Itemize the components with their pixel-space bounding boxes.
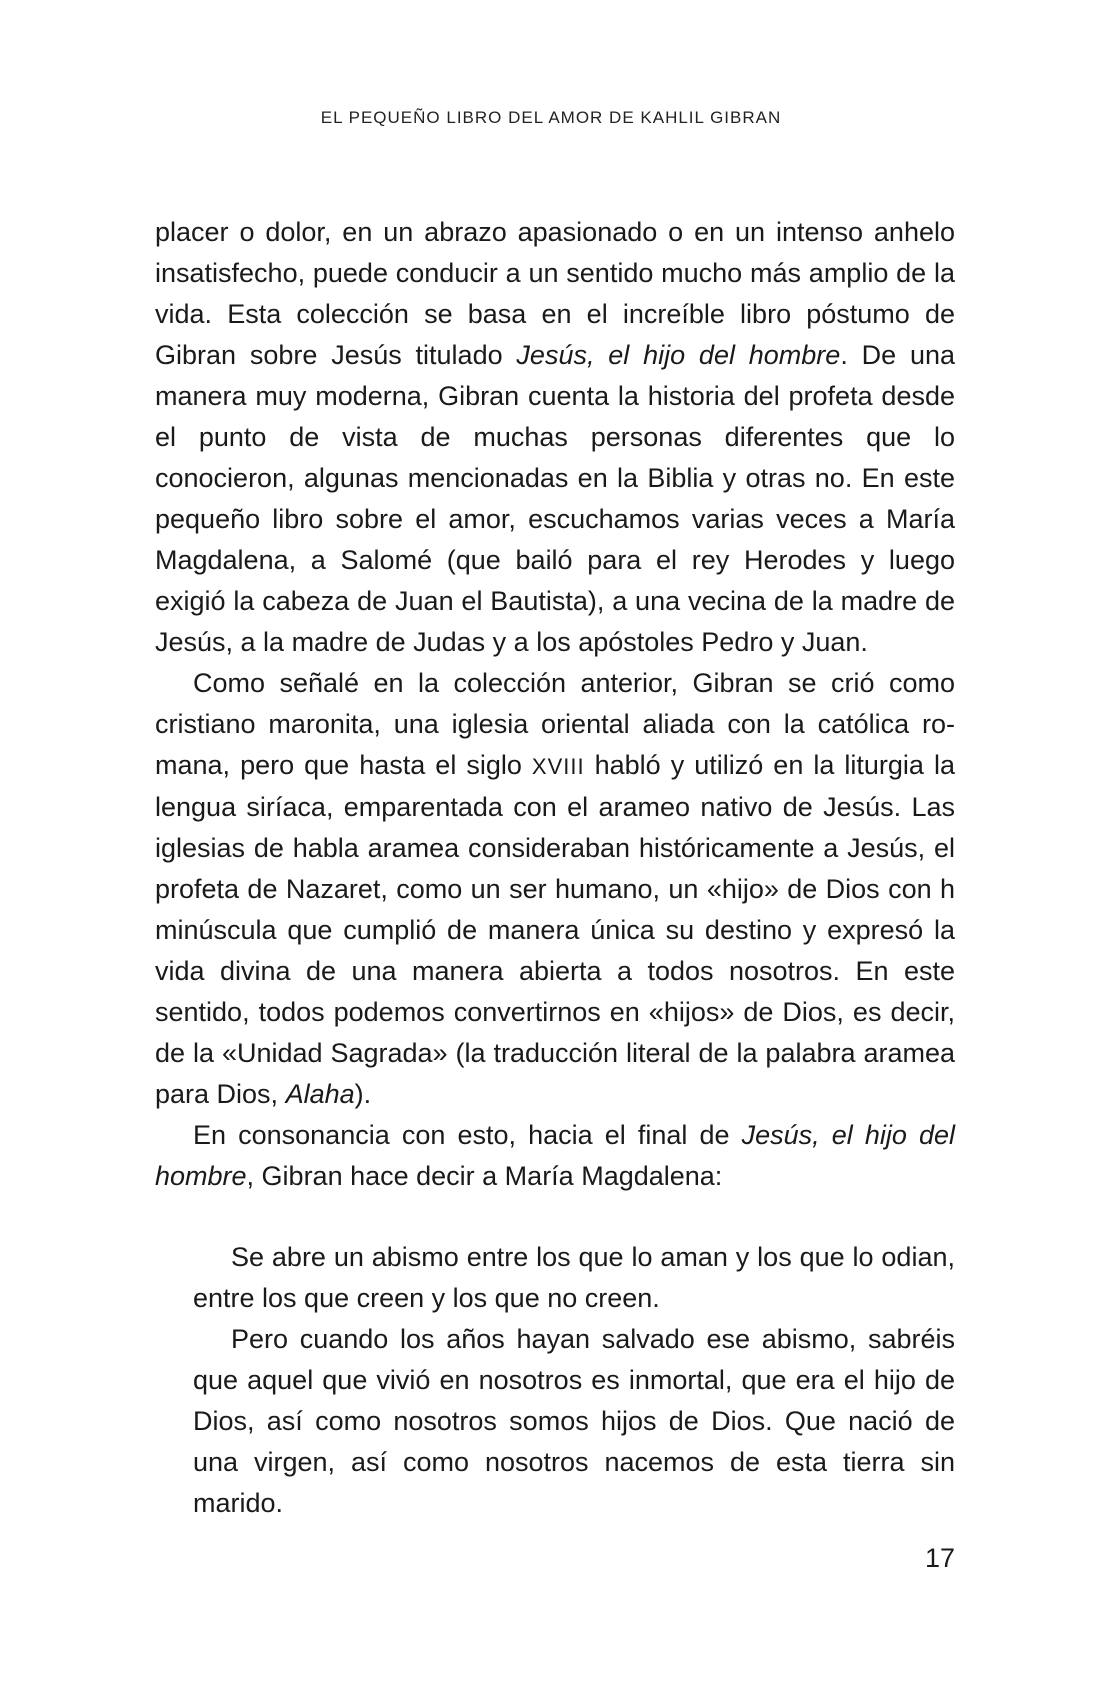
paragraph-2-text-a: Como señalé en la colección anterior, Gibran se crió como cristiano maronita, una iglesia oriental aliada con la católica romana, pero que hasta el siglo <box>155 668 955 780</box>
paragraph-1 <box>155 212 955 663</box>
book-title-italic: Jesús, el hijo del hombre <box>516 340 841 370</box>
paragraph-2-text-c: ). <box>354 1079 372 1109</box>
paragraph-1-text-a: placer o dolor, en un abrazo apasionado o en un intenso anhelo insatisfecho, puede conducir a un sentido mucho más amplio de la vida. Esta colección se basa en el increíble libro póstumo de Gibran sobre Jesús titulado <box>155 217 955 370</box>
running-header: EL PEQUEÑO LIBRO DEL AMOR DE KAHLIL GIBRAN <box>320 108 782 127</box>
quote-paragraph-1: Se abre un abismo entre los que lo aman y los que lo odian, entre los que creen y los que no creen. <box>193 1242 955 1313</box>
paragraph-3 <box>155 1115 955 1197</box>
alaha-italic: Alaha <box>285 1079 355 1109</box>
paragraph-3-text-a: En consonancia con esto, hacia el final de <box>193 1120 742 1150</box>
quote-spacer <box>155 1197 955 1237</box>
century-numeral: XVIII <box>531 754 585 779</box>
paragraph-1-text-b: . De una manera muy moderna, Gibran cuenta la historia del profeta desde el punto de vista de muchas personas diferentes que lo conocieron, algunas mencionadas en la Biblia y otras no. En este pequeño libro sobre el amor, escuchamos varias veces a María Magdalena, a Salomé (que bailó para el rey Herodes y luego exigió la cabeza de Juan el Bautista), a una vecina de la madre de Jesús, a la madre de Judas y a los apóstoles Pedro y Juan. <box>155 340 955 657</box>
quote-paragraph-2: Pero cuando los años hayan salvado ese abismo, sabréis que aquel que vivió en nosotros es inmortal, que era el hijo de Dios, así como nosotros somos hijos de Dios. Que nació de una virgen, así como nosotros nacemos de esta tierra sin marido. <box>193 1324 955 1518</box>
body-text <box>155 212 955 1524</box>
paragraph-2 <box>155 663 955 1115</box>
page-number: 17 <box>924 1543 955 1573</box>
paragraph-2-text-b: habló y utilizó en la liturgia la lengua siríaca, emparentada con el arameo nativo de Jesús. Las iglesias de habla aramea consideraban históricamente a Jesús, el profeta de Nazaret, como un ser humano, un «hijo» de Dios con h minúscula que cumplió de manera única su destino y expresó la vida divina de una manera abierta a todos nosotros. En este sentido, todos podemos convertirnos en «hijos» de Dios, es decir, de la «Unidad Sagrada» (la traducción literal de la palabra aramea para Dios, <box>155 750 955 1109</box>
book-title-italic-2: Jesús, el hijo del hombre <box>155 1120 955 1191</box>
block-quote <box>155 1237 955 1524</box>
paragraph-3-text-b: , Gibran hace decir a María Magdalena: <box>246 1161 723 1191</box>
